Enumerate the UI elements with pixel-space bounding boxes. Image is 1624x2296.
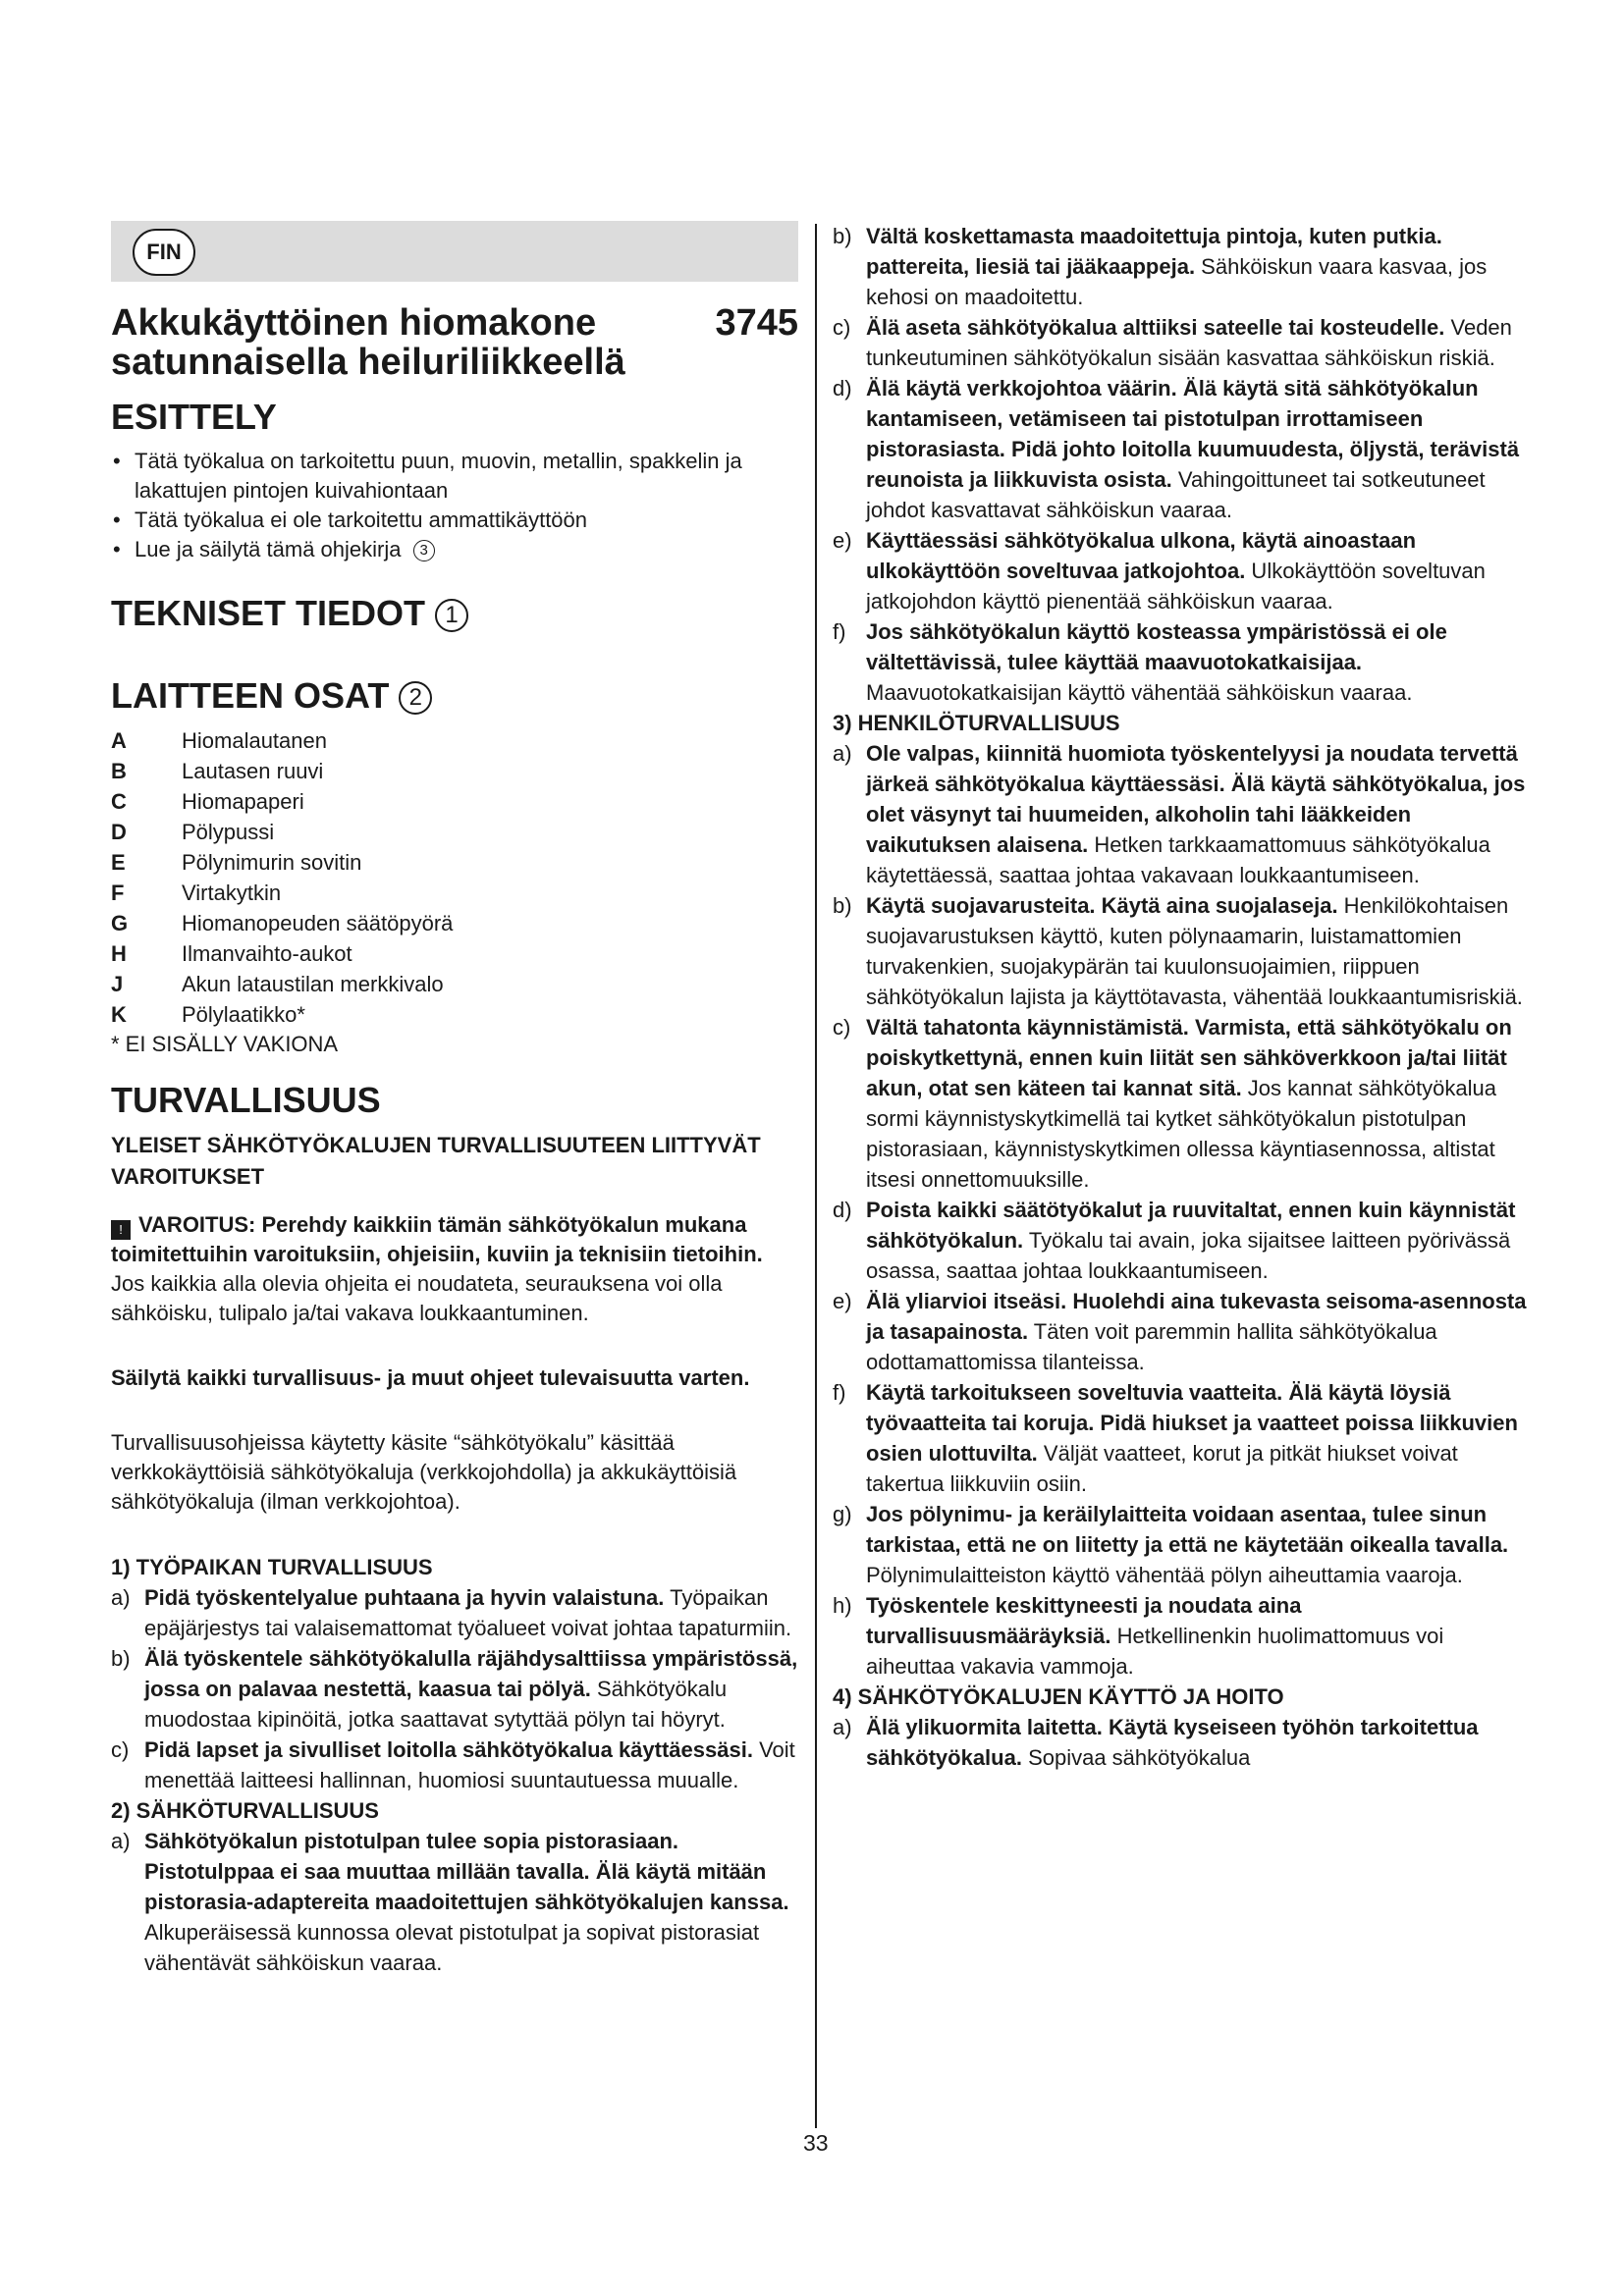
right-safety-sections <box>833 708 1530 1773</box>
item-label: b) <box>833 224 852 248</box>
item-label: a) <box>111 1829 131 1853</box>
item-text: Alkuperäisessä kunnossa olevat pistotulpat ja sopivat pistorasiat vähentävät sähköiskun vaaraa. <box>144 1920 760 1975</box>
item-text: Työpaikan epäjärjestys tai valaisemattomat työalueet voivat johtaa tapaturmiin. <box>144 1585 792 1640</box>
item-text: Voit menettää laitteesi hallinnan, huomiosi suuntautuessa muualle. <box>144 1737 795 1792</box>
part-label: Pölypussi <box>182 820 275 844</box>
parts-row <box>111 938 798 969</box>
item-bold-text: Älä työskentele sähkötyökalulla räjähdysalttiissa ympäristössä, jossa on palavaa nestettä, kaasua tai pölyä. <box>144 1646 798 1701</box>
item-label: e) <box>833 528 852 553</box>
item-text: Maavuotokatkaisijan käyttö vähentää sähköiskun vaaraa. <box>866 680 1413 705</box>
item-bold-text: Käytä tarkoitukseen soveltuvia vaatteita. Älä käytä löysiä työvaatteita tai koruja. Pidä hiukset ja vaatteet poissa liikkuvien osien ulottuvilta. <box>866 1380 1518 1466</box>
section-heading: 1) TYÖPAIKAN TURVALLISUUS <box>111 1555 433 1579</box>
page-number: 33 <box>803 2130 829 2156</box>
item-text: Jos kannat sähkötyökalua sormi käynnistyskytkimellä tai kytket sähkötyökalun pistotulpan pistorasiaan, käynnistyskytkimen ollessa käyntiasennossa, altistat itsesi onnettomuuksille. <box>866 1076 1496 1192</box>
safety-item <box>111 1735 798 1795</box>
intro-list <box>111 447 798 564</box>
part-label: Pölynimurin sovitin <box>182 850 362 875</box>
section-heading: 2) SÄHKÖTURVALLISUUS <box>111 1798 379 1823</box>
part-key: K <box>111 1002 127 1027</box>
item-label: g) <box>833 1502 852 1526</box>
item-bold-text: Jos pölynimu- ja keräilylaitteita voidaan asentaa, tulee sinun tarkistaa, että ne on liitetty ja että ne käytetään oikealla tavalla. <box>866 1502 1509 1557</box>
electrical-safety-continued <box>833 221 1530 708</box>
figure-ref-icon: 3 <box>413 540 435 561</box>
parts-row <box>111 908 798 938</box>
item-bold-text: Pidä työskentelyalue puhtaana ja hyvin valaistuna. <box>144 1585 665 1610</box>
list-item: • Tätä työkalua on tarkoitettu puun, muovin, metallin, spakkelin ja lakattujen pintojen kuivahiontaan <box>111 447 798 506</box>
item-bold-text: Käytä suojavarusteita. Käytä aina suojalaseja. <box>866 893 1338 918</box>
safety-item <box>833 1012 1530 1195</box>
item-text: Sähköiskun vaara kasvaa, jos kehosi on maadoitettu. <box>866 254 1488 309</box>
parts-note: * EI SISÄLLY VAKIONA <box>111 1032 339 1056</box>
safety-item <box>833 373 1530 525</box>
figure-ref-icon: 1 <box>435 599 468 632</box>
safety-item <box>833 1590 1530 1682</box>
parts-row <box>111 817 798 847</box>
item-bold-text: Sähkötyökalun pistotulpan tulee sopia pistorasiaan. Pistotulppaa ei saa muuttaa millään tavalla. Älä käytä mitään pistorasia-adaptereita maadoitettujen sähkötyökalujen kanssa. <box>144 1829 789 1914</box>
item-label: a) <box>833 1715 852 1739</box>
item-text: Sopivaa sähkötyökalua <box>1021 1745 1251 1770</box>
safety-item <box>833 1377 1530 1499</box>
part-key: A <box>111 728 127 753</box>
item-text: Täten voit paremmin hallita sähkötyökalua odottamattomissa tilanteissa. <box>866 1319 1437 1374</box>
item-bold-text: Vältä tahatonta käynnistämistä. Varmista, että sähkötyökalu on poiskytkettynä, ennen kuin liität sen sähköverkkoon ja/tai liität akun, otat sen käteen tai kannat sitä. <box>866 1015 1512 1100</box>
item-bold-text: Älä ylikuormita laitetta. Käytä kyseiseen työhön tarkoitettua sähkötyökalua. <box>866 1715 1479 1770</box>
list-item: • Lue ja säilytä tämä ohjekirja 3 <box>111 535 798 564</box>
safety-item <box>833 525 1530 616</box>
part-key: B <box>111 759 127 783</box>
parts-row <box>111 878 798 908</box>
item-label: h) <box>833 1593 852 1618</box>
item-text: Veden tunkeutuminen sähkötyökalun sisään kasvattaa sähköiskun riskiä. <box>866 315 1512 370</box>
safety-item <box>833 616 1530 708</box>
item-bold-text: Jos sähkötyökalun käyttö kosteassa ympäristössä ei ole vältettävissä, tulee käyttää maavuotokatkaisijaa. <box>866 619 1447 674</box>
item-text: Hetken tarkkaamattomuus sähkötyökalua käytettäessä, saattaa johtaa vakavaan loukkaantumiseen. <box>866 832 1490 887</box>
item-label: d) <box>833 1198 852 1222</box>
warning-icon: ! <box>111 1220 131 1240</box>
item-label: f) <box>833 619 846 644</box>
intro-heading: ESITTELY <box>111 397 277 437</box>
part-label: Virtakytkin <box>182 881 282 905</box>
part-label: Pölylaatikko* <box>182 1002 305 1027</box>
item-text: Vahingoittuneet tai sotkeutuneet johdot kasvattavat sähköiskun vaaraa. <box>866 467 1486 522</box>
safety-item <box>833 312 1530 373</box>
left-column <box>111 221 798 1978</box>
product-subtitle: satunnaisella heiluriliikkeellä <box>111 342 625 383</box>
safety-item <box>833 221 1530 312</box>
tech-heading: TEKNISET TIEDOT 1 <box>111 594 798 633</box>
item-bold-text: Työskentele keskittyneesti ja noudata aina turvallisuusmääräyksiä. <box>866 1593 1302 1648</box>
item-label: c) <box>833 1015 851 1040</box>
item-text: Henkilökohtaisen suojavarustuksen käyttö, kuten pölynaamarin, luistamattomien turvakenkien, suojakypärän tai kuulonsuojaimien, riippuen sähkötyökalun lajista ja käyttötavasta, vähentää loukkaantumisriskiä. <box>866 893 1523 1009</box>
item-bold-text: Vältä koskettamasta maadoitettuja pintoja, kuten putkia. pattereita, liesiä tai jääkaappeja. <box>866 224 1442 279</box>
parts-list <box>111 725 798 1030</box>
safety-heading: TURVALLISUUS <box>111 1080 381 1120</box>
part-label: Hiomanopeuden säätöpyörä <box>182 911 454 935</box>
parts-row <box>111 756 798 786</box>
safety-subheading: YLEISET SÄHKÖTYÖKALUJEN TURVALLISUUTEEN LIITTYVÄT VAROITUKSET <box>111 1133 761 1189</box>
part-label: Hiomalautanen <box>182 728 327 753</box>
left-safety-sections <box>111 1552 798 1978</box>
item-label: a) <box>833 741 852 766</box>
item-text: Ulkokäyttöön soveltuvan jatkojohdon käyttö pienentää sähköiskun vaaraa. <box>866 559 1486 614</box>
part-label: Hiomapaperi <box>182 789 304 814</box>
safety-item <box>833 1195 1530 1286</box>
part-key: F <box>111 881 125 905</box>
model-number: 3745 <box>715 302 798 344</box>
safety-item <box>111 1582 798 1643</box>
part-label: Akun lataustilan merkkivalo <box>182 972 444 996</box>
item-text: Työkalu tai avain, joka sijaitsee laitteen pyörivässä osassa, saattaa johtaa loukkaantumiseen. <box>866 1228 1511 1283</box>
safety-item <box>833 890 1530 1012</box>
parts-row <box>111 999 798 1030</box>
item-label: d) <box>833 376 852 400</box>
part-key: J <box>111 972 124 996</box>
item-text: Pölynimulaitteiston käyttö vähentää pölyn aiheuttamia vaaroja. <box>866 1563 1463 1587</box>
part-key: D <box>111 820 127 844</box>
safety-item <box>833 1286 1530 1377</box>
language-badge: FIN <box>133 229 195 276</box>
item-label: b) <box>833 893 852 918</box>
right-column <box>833 221 1530 1773</box>
part-key: C <box>111 789 127 814</box>
figure-ref-icon: 2 <box>399 681 432 715</box>
item-bold-text: Älä yliarvioi itseäsi. Huolehdi aina tukevasta seisoma-asennosta ja tasapainosta. <box>866 1289 1527 1344</box>
parts-row <box>111 847 798 878</box>
item-text: Hetkellinenkin huolimattomuus voi aiheuttaa vakavia vammoja. <box>866 1624 1444 1679</box>
item-label: f) <box>833 1380 846 1405</box>
item-label: c) <box>833 315 851 340</box>
parts-row <box>111 725 798 756</box>
parts-row <box>111 969 798 999</box>
part-key: G <box>111 911 129 935</box>
item-bold-text: Ole valpas, kiinnitä huomiota työskentelyysi ja noudata tervettä järkeä sähkötyökalua käyttäessäsi. Älä käytä sähkötyökalua, jos olet väsynyt tai huumeiden, alkoholin tahi lääkkeiden vaikutuksen alaisena. <box>866 741 1526 857</box>
item-bold-text: Älä aseta sähkötyökalua alttiiksi sateelle tai kosteudelle. <box>866 315 1445 340</box>
keep-instructions: Säilytä kaikki turvallisuus- ja muut ohjeet tulevaisuutta varten. <box>111 1365 750 1390</box>
definition-paragraph: Turvallisuusohjeissa käytetty käsite “sähkötyökalu” käsittää verkkokäyttöisiä sähkötyökaluja (verkkojohdolla) ja akkukäyttöisiä sähkötyökaluja (ilman verkkojohtoa). <box>111 1430 737 1514</box>
column-divider <box>815 224 817 2128</box>
product-title: Akkukäyttöinen hiomakone <box>111 302 597 344</box>
item-label: c) <box>111 1737 130 1762</box>
safety-item <box>833 1712 1530 1773</box>
part-key: H <box>111 941 127 966</box>
language-bar <box>111 221 798 282</box>
section-heading: 4) SÄHKÖTYÖKALUJEN KÄYTTÖ JA HOITO <box>833 1684 1284 1709</box>
safety-item <box>111 1826 798 1978</box>
item-label: b) <box>111 1646 131 1671</box>
item-bold-text: Pidä lapset ja sivulliset loitolla sähkötyökalua käyttäessäsi. <box>144 1737 753 1762</box>
parts-row <box>111 786 798 817</box>
section-heading: 3) HENKILÖTURVALLISUUS <box>833 711 1120 735</box>
item-text: Sähkötyökalu muodostaa kipinöitä, jotka saattavat sytyttää pölyn tai höyryt. <box>144 1677 728 1732</box>
part-label: Ilmanvaihto-aukot <box>182 941 352 966</box>
part-label: Lautasen ruuvi <box>182 759 324 783</box>
item-bold-text: Käyttäessäsi sähkötyökalua ulkona, käytä ainoastaan ulkokäyttöön soveltuvaa jatkojohtoa. <box>866 528 1417 583</box>
item-label: e) <box>833 1289 852 1313</box>
parts-heading: LAITTEEN OSAT 2 <box>111 676 798 716</box>
item-bold-text: Poista kaikki säätötyökalut ja ruuvitaltat, ennen kuin käynnistät sähkötyökalun. <box>866 1198 1516 1253</box>
item-bold-text: Älä käytä verkkojohtoa väärin. Älä käytä sitä sähkötyökalun kantamiseen, vetämiseen tai pistotulpan irrottamiseen pistorasiasta. Pidä johto loitolla kuumuudesta, öljystä, terävistä reunoista ja liikkuvista osista. <box>866 376 1520 492</box>
warning-paragraph: ! VAROITUS: Perehdy kaikkiin tämän sähkötyökalun mukana toimitettuihin varoituksiin, ohjeisiin, kuviin ja teknisiin tietoihin. Jos kaikkia alla olevia ohjeita ei noudateta, seurauksena voi olla sähköisku, tulipalo ja/tai vakava loukkaantuminen. <box>111 1212 763 1325</box>
safety-item <box>111 1643 798 1735</box>
item-label: a) <box>111 1585 131 1610</box>
part-key: E <box>111 850 126 875</box>
item-text: Väljät vaatteet, korut ja pitkät hiukset voivat takertua liikkuviin osiin. <box>866 1441 1458 1496</box>
safety-item <box>833 1499 1530 1590</box>
list-item: • Tätä työkalua ei ole tarkoitettu ammattikäyttöön <box>111 506 798 535</box>
safety-item <box>833 738 1530 890</box>
